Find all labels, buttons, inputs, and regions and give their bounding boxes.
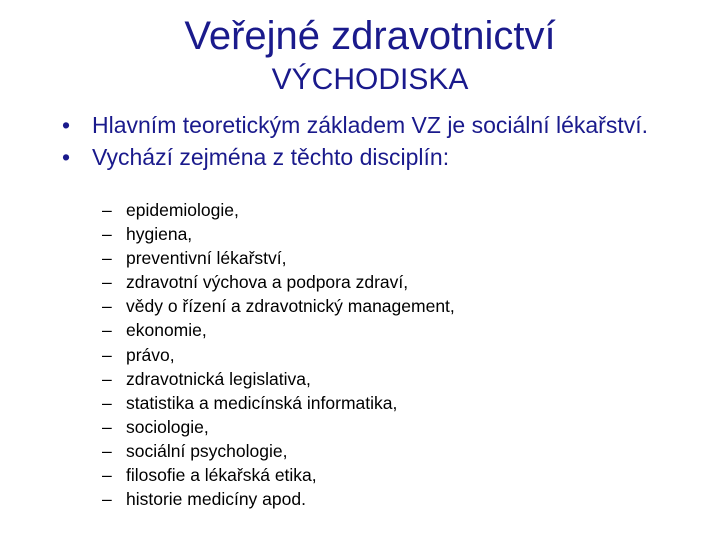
discipline-text: zdravotnická legislativa, [126,368,311,389]
discipline-item [102,294,455,318]
bullet-text: Hlavním teoretickým základem VZ je sociální lékařství. [92,112,649,138]
discipline-text: historie medicíny apod. [126,489,306,510]
discipline-text: sociální psychologie, [126,440,288,461]
discipline-text: vědy o řízení a zdravotnický management, [126,296,455,317]
dash-icon: – [102,224,112,245]
dash-icon: – [102,416,112,437]
discipline-item [102,487,455,511]
dash-icon: – [102,344,112,365]
discipline-text: právo, [126,344,175,365]
discipline-text: sociologie, [126,416,209,437]
slide-title: Veřejné zdravotnictví [184,14,556,58]
dash-icon: – [102,248,112,269]
discipline-item [102,463,455,487]
bullet-text: Vychází zejména z těchto disciplín: [92,144,450,170]
discipline-item [102,222,455,246]
discipline-list [102,198,455,511]
discipline-text: zdravotní výchova a podpora zdraví, [126,272,409,293]
dash-icon: – [102,440,112,461]
discipline-text: ekonomie, [126,320,207,341]
discipline-item [102,270,455,294]
dash-icon: – [102,272,112,293]
dash-icon: – [102,465,112,486]
main-bullet-list [60,113,680,177]
discipline-item [102,391,455,415]
dash-icon: – [102,368,112,389]
bullet-item-foundation [60,113,680,137]
bullet-item-disciplines [60,145,680,169]
discipline-item [102,439,455,463]
discipline-text: preventivní lékařství, [126,248,287,269]
discipline-text: epidemiologie, [126,200,239,220]
discipline-item [102,415,455,439]
dash-icon: – [102,296,112,317]
discipline-text: statistika a medicínská informatika, [126,392,398,413]
discipline-item [102,246,455,270]
discipline-text: hygiena, [126,224,193,245]
discipline-text: filosofie a lékařská etika, [126,465,317,486]
dash-icon: – [102,489,112,510]
discipline-item [102,367,455,391]
discipline-item [102,318,455,342]
dash-icon: – [102,200,112,220]
slide-subtitle: VÝCHODISKA [271,63,469,96]
dash-icon: – [102,320,112,341]
bullet-icon: • [62,112,71,138]
discipline-item [102,198,455,222]
bullet-icon: • [62,144,71,170]
discipline-item [102,343,455,367]
dash-icon: – [102,392,112,413]
